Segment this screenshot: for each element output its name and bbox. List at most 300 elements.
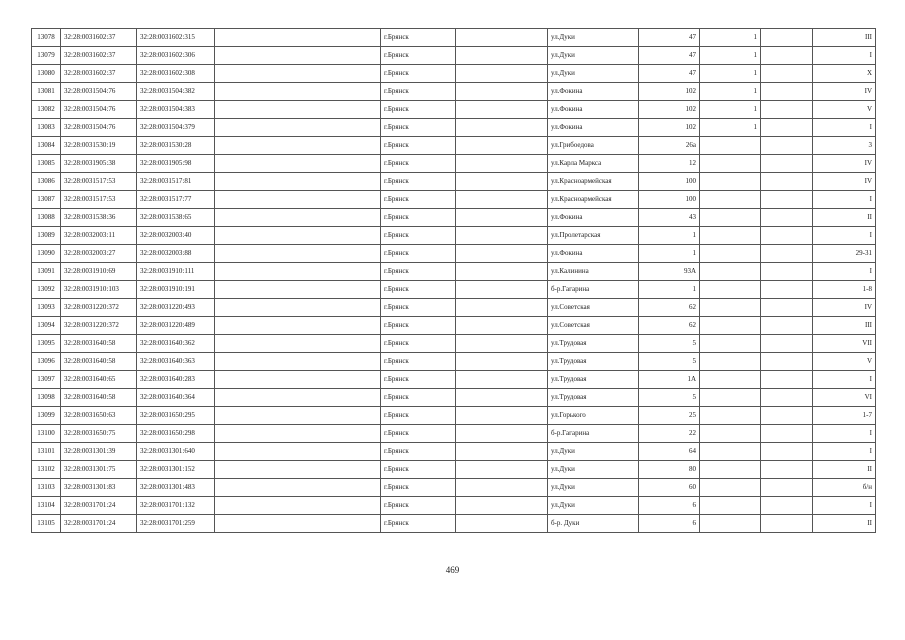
table-row — [32, 209, 876, 227]
empty-cell — [215, 209, 381, 227]
house-cell: 47 — [639, 65, 700, 83]
street-cell: ул.Трудовая — [548, 371, 639, 389]
land-cadastral-cell: 32:28:0031504:76 — [61, 83, 137, 101]
premises-cell: VI — [813, 389, 876, 407]
building-cell: 1 — [700, 47, 761, 65]
premises-cell: I — [813, 47, 876, 65]
city-cell: г.Брянск — [381, 101, 456, 119]
premises-cell: I — [813, 263, 876, 281]
street-cell: ул.Фокина — [548, 101, 639, 119]
house-cell: 26а — [639, 137, 700, 155]
street-cell: ул.Дуки — [548, 461, 639, 479]
city-cell: г.Брянск — [381, 317, 456, 335]
premises-cell: V — [813, 353, 876, 371]
row-number-cell: 13104 — [32, 497, 61, 515]
premises-cell: VII — [813, 335, 876, 353]
object-cadastral-cell: 32:28:0031301:152 — [137, 461, 215, 479]
object-cadastral-cell: 32:28:0031910:111 — [137, 263, 215, 281]
premises-cell: II — [813, 461, 876, 479]
object-cadastral-cell: 32:28:0031640:363 — [137, 353, 215, 371]
street-cell: б-р.Гагарина — [548, 425, 639, 443]
city-cell: г.Брянск — [381, 137, 456, 155]
land-cadastral-cell: 32:28:0031517:53 — [61, 191, 137, 209]
empty-cell — [456, 137, 548, 155]
building-cell — [700, 389, 761, 407]
empty-cell — [215, 29, 381, 47]
house-cell: 5 — [639, 335, 700, 353]
city-cell: г.Брянск — [381, 497, 456, 515]
object-cadastral-cell: 32:28:0031910:191 — [137, 281, 215, 299]
building-cell — [700, 245, 761, 263]
empty-cell — [215, 515, 381, 533]
table-row — [32, 47, 876, 65]
row-number-cell: 13105 — [32, 515, 61, 533]
object-cadastral-cell: 32:28:0031504:379 — [137, 119, 215, 137]
row-number-cell: 13079 — [32, 47, 61, 65]
city-cell: г.Брянск — [381, 443, 456, 461]
house-cell: 102 — [639, 119, 700, 137]
object-cadastral-cell: 32:28:0031602:306 — [137, 47, 215, 65]
street-cell: ул.Дуки — [548, 443, 639, 461]
street-cell: ул.Дуки — [548, 65, 639, 83]
empty-cell — [456, 317, 548, 335]
premises-cell: IV — [813, 155, 876, 173]
land-cadastral-cell: 32:28:0031602:37 — [61, 29, 137, 47]
city-cell: г.Брянск — [381, 83, 456, 101]
empty-cell — [761, 227, 813, 245]
empty-cell — [456, 29, 548, 47]
street-cell: ул.Дуки — [548, 29, 639, 47]
table-row — [32, 119, 876, 137]
building-cell — [700, 479, 761, 497]
house-cell: 1 — [639, 227, 700, 245]
building-cell — [700, 191, 761, 209]
object-cadastral-cell: 32:28:0031538:65 — [137, 209, 215, 227]
land-cadastral-cell: 32:28:0031640:65 — [61, 371, 137, 389]
empty-cell — [215, 65, 381, 83]
empty-cell — [215, 191, 381, 209]
row-number-cell: 13092 — [32, 281, 61, 299]
empty-cell — [761, 443, 813, 461]
city-cell: г.Брянск — [381, 371, 456, 389]
premises-cell: б/н — [813, 479, 876, 497]
building-cell — [700, 497, 761, 515]
land-cadastral-cell: 32:28:0031530:19 — [61, 137, 137, 155]
premises-cell: III — [813, 317, 876, 335]
row-number-cell: 13086 — [32, 173, 61, 191]
city-cell: г.Брянск — [381, 245, 456, 263]
building-cell — [700, 281, 761, 299]
row-number-cell: 13094 — [32, 317, 61, 335]
empty-cell — [761, 29, 813, 47]
row-number-cell: 13097 — [32, 371, 61, 389]
empty-cell — [456, 119, 548, 137]
house-cell: 64 — [639, 443, 700, 461]
empty-cell — [761, 407, 813, 425]
object-cadastral-cell: 32:28:0031701:259 — [137, 515, 215, 533]
row-number-cell: 13082 — [32, 101, 61, 119]
object-cadastral-cell: 32:28:0031301:483 — [137, 479, 215, 497]
land-cadastral-cell: 32:28:0031301:83 — [61, 479, 137, 497]
building-cell: 1 — [700, 101, 761, 119]
building-cell — [700, 137, 761, 155]
table-row — [32, 281, 876, 299]
empty-cell — [761, 83, 813, 101]
city-cell: г.Брянск — [381, 353, 456, 371]
building-cell — [700, 227, 761, 245]
house-cell: 1А — [639, 371, 700, 389]
empty-cell — [215, 245, 381, 263]
table-row — [32, 371, 876, 389]
object-cadastral-cell: 32:28:0032003:40 — [137, 227, 215, 245]
street-cell: ул.Дуки — [548, 479, 639, 497]
premises-cell: X — [813, 65, 876, 83]
house-cell: 6 — [639, 497, 700, 515]
empty-cell — [456, 47, 548, 65]
land-cadastral-cell: 32:28:0031640:58 — [61, 335, 137, 353]
empty-cell — [456, 515, 548, 533]
city-cell: г.Брянск — [381, 227, 456, 245]
premises-cell: IV — [813, 83, 876, 101]
land-cadastral-cell: 32:28:0031640:58 — [61, 353, 137, 371]
table-row — [32, 245, 876, 263]
table-row — [32, 137, 876, 155]
object-cadastral-cell: 32:28:0031640:362 — [137, 335, 215, 353]
object-cadastral-cell: 32:28:0031504:382 — [137, 83, 215, 101]
land-cadastral-cell: 32:28:0031640:58 — [61, 389, 137, 407]
building-cell: 1 — [700, 65, 761, 83]
street-cell: ул.Советская — [548, 317, 639, 335]
house-cell: 22 — [639, 425, 700, 443]
empty-cell — [761, 335, 813, 353]
building-cell — [700, 317, 761, 335]
house-cell: 93А — [639, 263, 700, 281]
table-row — [32, 389, 876, 407]
empty-cell — [456, 83, 548, 101]
street-cell: б-р.Гагарина — [548, 281, 639, 299]
empty-cell — [761, 281, 813, 299]
empty-cell — [215, 281, 381, 299]
land-cadastral-cell: 32:28:0031602:37 — [61, 47, 137, 65]
empty-cell — [215, 227, 381, 245]
land-cadastral-cell: 32:28:0031220:372 — [61, 299, 137, 317]
empty-cell — [761, 353, 813, 371]
object-cadastral-cell: 32:28:0031517:81 — [137, 173, 215, 191]
table-row — [32, 263, 876, 281]
table-row — [32, 155, 876, 173]
house-cell: 62 — [639, 299, 700, 317]
street-cell: ул.Калинина — [548, 263, 639, 281]
land-cadastral-cell: 32:28:0031220:372 — [61, 317, 137, 335]
registry-table — [31, 28, 876, 533]
object-cadastral-cell: 32:28:0031650:295 — [137, 407, 215, 425]
empty-cell — [456, 155, 548, 173]
land-cadastral-cell: 32:28:0031504:76 — [61, 119, 137, 137]
premises-cell: V — [813, 101, 876, 119]
row-number-cell: 13089 — [32, 227, 61, 245]
city-cell: г.Брянск — [381, 407, 456, 425]
house-cell: 47 — [639, 29, 700, 47]
building-cell — [700, 353, 761, 371]
object-cadastral-cell: 32:28:0031905:98 — [137, 155, 215, 173]
land-cadastral-cell: 32:28:0031504:76 — [61, 101, 137, 119]
land-cadastral-cell: 32:28:0031910:103 — [61, 281, 137, 299]
row-number-cell: 13084 — [32, 137, 61, 155]
street-cell: ул.Грибоедова — [548, 137, 639, 155]
empty-cell — [456, 227, 548, 245]
object-cadastral-cell: 32:28:0031220:489 — [137, 317, 215, 335]
land-cadastral-cell: 32:28:0031910:69 — [61, 263, 137, 281]
premises-cell: I — [813, 497, 876, 515]
table-row — [32, 227, 876, 245]
building-cell: 1 — [700, 29, 761, 47]
table-row — [32, 29, 876, 47]
empty-cell — [761, 497, 813, 515]
table-row — [32, 497, 876, 515]
empty-cell — [456, 209, 548, 227]
row-number-cell: 13090 — [32, 245, 61, 263]
empty-cell — [215, 119, 381, 137]
building-cell: 1 — [700, 83, 761, 101]
row-number-cell: 13091 — [32, 263, 61, 281]
street-cell: ул.Дуки — [548, 47, 639, 65]
city-cell: г.Брянск — [381, 119, 456, 137]
row-number-cell: 13078 — [32, 29, 61, 47]
empty-cell — [215, 497, 381, 515]
land-cadastral-cell: 32:28:0031517:53 — [61, 173, 137, 191]
land-cadastral-cell: 32:28:0031538:36 — [61, 209, 137, 227]
house-cell: 60 — [639, 479, 700, 497]
table-row — [32, 191, 876, 209]
empty-cell — [456, 101, 548, 119]
building-cell — [700, 155, 761, 173]
street-cell: ул.Красноармейская — [548, 191, 639, 209]
building-cell — [700, 371, 761, 389]
street-cell: ул.Фокина — [548, 83, 639, 101]
house-cell: 6 — [639, 515, 700, 533]
street-cell: ул.Горького — [548, 407, 639, 425]
empty-cell — [456, 389, 548, 407]
land-cadastral-cell: 32:28:0031650:75 — [61, 425, 137, 443]
land-cadastral-cell: 32:28:0031602:37 — [61, 65, 137, 83]
house-cell: 43 — [639, 209, 700, 227]
land-cadastral-cell: 32:28:0031905:38 — [61, 155, 137, 173]
page-number: 469 — [445, 565, 460, 575]
empty-cell — [456, 173, 548, 191]
empty-cell — [215, 335, 381, 353]
empty-cell — [456, 443, 548, 461]
row-number-cell: 13102 — [32, 461, 61, 479]
row-number-cell: 13093 — [32, 299, 61, 317]
building-cell — [700, 209, 761, 227]
empty-cell — [456, 479, 548, 497]
building-cell — [700, 407, 761, 425]
empty-cell — [456, 407, 548, 425]
building-cell — [700, 461, 761, 479]
object-cadastral-cell: 32:28:0032003:88 — [137, 245, 215, 263]
city-cell: г.Брянск — [381, 65, 456, 83]
house-cell: 62 — [639, 317, 700, 335]
house-cell: 102 — [639, 83, 700, 101]
house-cell: 100 — [639, 191, 700, 209]
empty-cell — [761, 155, 813, 173]
row-number-cell: 13099 — [32, 407, 61, 425]
empty-cell — [761, 317, 813, 335]
table-row — [32, 353, 876, 371]
empty-cell — [215, 479, 381, 497]
building-cell — [700, 299, 761, 317]
house-cell: 47 — [639, 47, 700, 65]
empty-cell — [215, 407, 381, 425]
city-cell: г.Брянск — [381, 191, 456, 209]
house-cell: 5 — [639, 389, 700, 407]
row-number-cell: 13080 — [32, 65, 61, 83]
row-number-cell: 13085 — [32, 155, 61, 173]
city-cell: г.Брянск — [381, 425, 456, 443]
empty-cell — [215, 173, 381, 191]
building-cell — [700, 443, 761, 461]
house-cell: 5 — [639, 353, 700, 371]
empty-cell — [761, 209, 813, 227]
table-row — [32, 335, 876, 353]
building-cell — [700, 263, 761, 281]
row-number-cell: 13096 — [32, 353, 61, 371]
city-cell: г.Брянск — [381, 173, 456, 191]
street-cell: ул.Трудовая — [548, 335, 639, 353]
premises-cell: 1-7 — [813, 407, 876, 425]
row-number-cell: 13098 — [32, 389, 61, 407]
empty-cell — [456, 353, 548, 371]
empty-cell — [761, 515, 813, 533]
table-row — [32, 65, 876, 83]
empty-cell — [761, 101, 813, 119]
house-cell: 12 — [639, 155, 700, 173]
building-cell — [700, 173, 761, 191]
premises-cell: I — [813, 227, 876, 245]
empty-cell — [215, 461, 381, 479]
land-cadastral-cell: 32:28:0031701:24 — [61, 515, 137, 533]
table-row — [32, 173, 876, 191]
empty-cell — [456, 281, 548, 299]
empty-cell — [761, 371, 813, 389]
empty-cell — [456, 371, 548, 389]
object-cadastral-cell: 32:28:0031504:383 — [137, 101, 215, 119]
empty-cell — [761, 119, 813, 137]
row-number-cell: 13087 — [32, 191, 61, 209]
land-cadastral-cell: 32:28:0032003:27 — [61, 245, 137, 263]
object-cadastral-cell: 32:28:0031701:132 — [137, 497, 215, 515]
street-cell: ул.Дуки — [548, 497, 639, 515]
empty-cell — [456, 299, 548, 317]
empty-cell — [215, 101, 381, 119]
building-cell — [700, 425, 761, 443]
empty-cell — [456, 263, 548, 281]
empty-cell — [761, 389, 813, 407]
empty-cell — [215, 47, 381, 65]
empty-cell — [215, 443, 381, 461]
building-cell — [700, 335, 761, 353]
table-row — [32, 425, 876, 443]
table-row — [32, 479, 876, 497]
empty-cell — [761, 299, 813, 317]
empty-cell — [456, 335, 548, 353]
empty-cell — [215, 425, 381, 443]
land-cadastral-cell: 32:28:0031701:24 — [61, 497, 137, 515]
row-number-cell: 13100 — [32, 425, 61, 443]
premises-cell: I — [813, 425, 876, 443]
street-cell: ул.Фокина — [548, 119, 639, 137]
premises-cell: I — [813, 119, 876, 137]
house-cell: 1 — [639, 281, 700, 299]
city-cell: г.Брянск — [381, 47, 456, 65]
empty-cell — [456, 497, 548, 515]
table-row — [32, 443, 876, 461]
street-cell: ул.Трудовая — [548, 353, 639, 371]
table-row — [32, 299, 876, 317]
empty-cell — [215, 371, 381, 389]
empty-cell — [456, 461, 548, 479]
house-cell: 1 — [639, 245, 700, 263]
city-cell: г.Брянск — [381, 299, 456, 317]
premises-cell: IV — [813, 173, 876, 191]
street-cell: б-р. Дуки — [548, 515, 639, 533]
empty-cell — [761, 47, 813, 65]
object-cadastral-cell: 32:28:0031301:640 — [137, 443, 215, 461]
row-number-cell: 13095 — [32, 335, 61, 353]
empty-cell — [761, 65, 813, 83]
empty-cell — [456, 245, 548, 263]
empty-cell — [456, 191, 548, 209]
building-cell: 1 — [700, 119, 761, 137]
object-cadastral-cell: 32:28:0031640:283 — [137, 371, 215, 389]
row-number-cell: 13081 — [32, 83, 61, 101]
premises-cell: 29-31 — [813, 245, 876, 263]
street-cell: ул.Красноармейская — [548, 173, 639, 191]
empty-cell — [215, 263, 381, 281]
land-cadastral-cell: 32:28:0032003:11 — [61, 227, 137, 245]
premises-cell: 1-8 — [813, 281, 876, 299]
street-cell: ул.Фокина — [548, 245, 639, 263]
object-cadastral-cell: 32:28:0031602:315 — [137, 29, 215, 47]
premises-cell: I — [813, 371, 876, 389]
house-cell: 102 — [639, 101, 700, 119]
city-cell: г.Брянск — [381, 335, 456, 353]
object-cadastral-cell: 32:28:0031517:77 — [137, 191, 215, 209]
empty-cell — [215, 389, 381, 407]
empty-cell — [761, 137, 813, 155]
table-row — [32, 407, 876, 425]
table-row — [32, 101, 876, 119]
city-cell: г.Брянск — [381, 29, 456, 47]
street-cell: ул.Фокина — [548, 209, 639, 227]
object-cadastral-cell: 32:28:0031220:493 — [137, 299, 215, 317]
empty-cell — [761, 461, 813, 479]
object-cadastral-cell: 32:28:0031640:364 — [137, 389, 215, 407]
table-row — [32, 461, 876, 479]
city-cell: г.Брянск — [381, 461, 456, 479]
empty-cell — [761, 173, 813, 191]
empty-cell — [215, 137, 381, 155]
land-cadastral-cell: 32:28:0031301:39 — [61, 443, 137, 461]
empty-cell — [215, 317, 381, 335]
land-cadastral-cell: 32:28:0031301:75 — [61, 461, 137, 479]
empty-cell — [761, 245, 813, 263]
house-cell: 100 — [639, 173, 700, 191]
empty-cell — [761, 479, 813, 497]
empty-cell — [761, 191, 813, 209]
city-cell: г.Брянск — [381, 209, 456, 227]
premises-cell: I — [813, 443, 876, 461]
